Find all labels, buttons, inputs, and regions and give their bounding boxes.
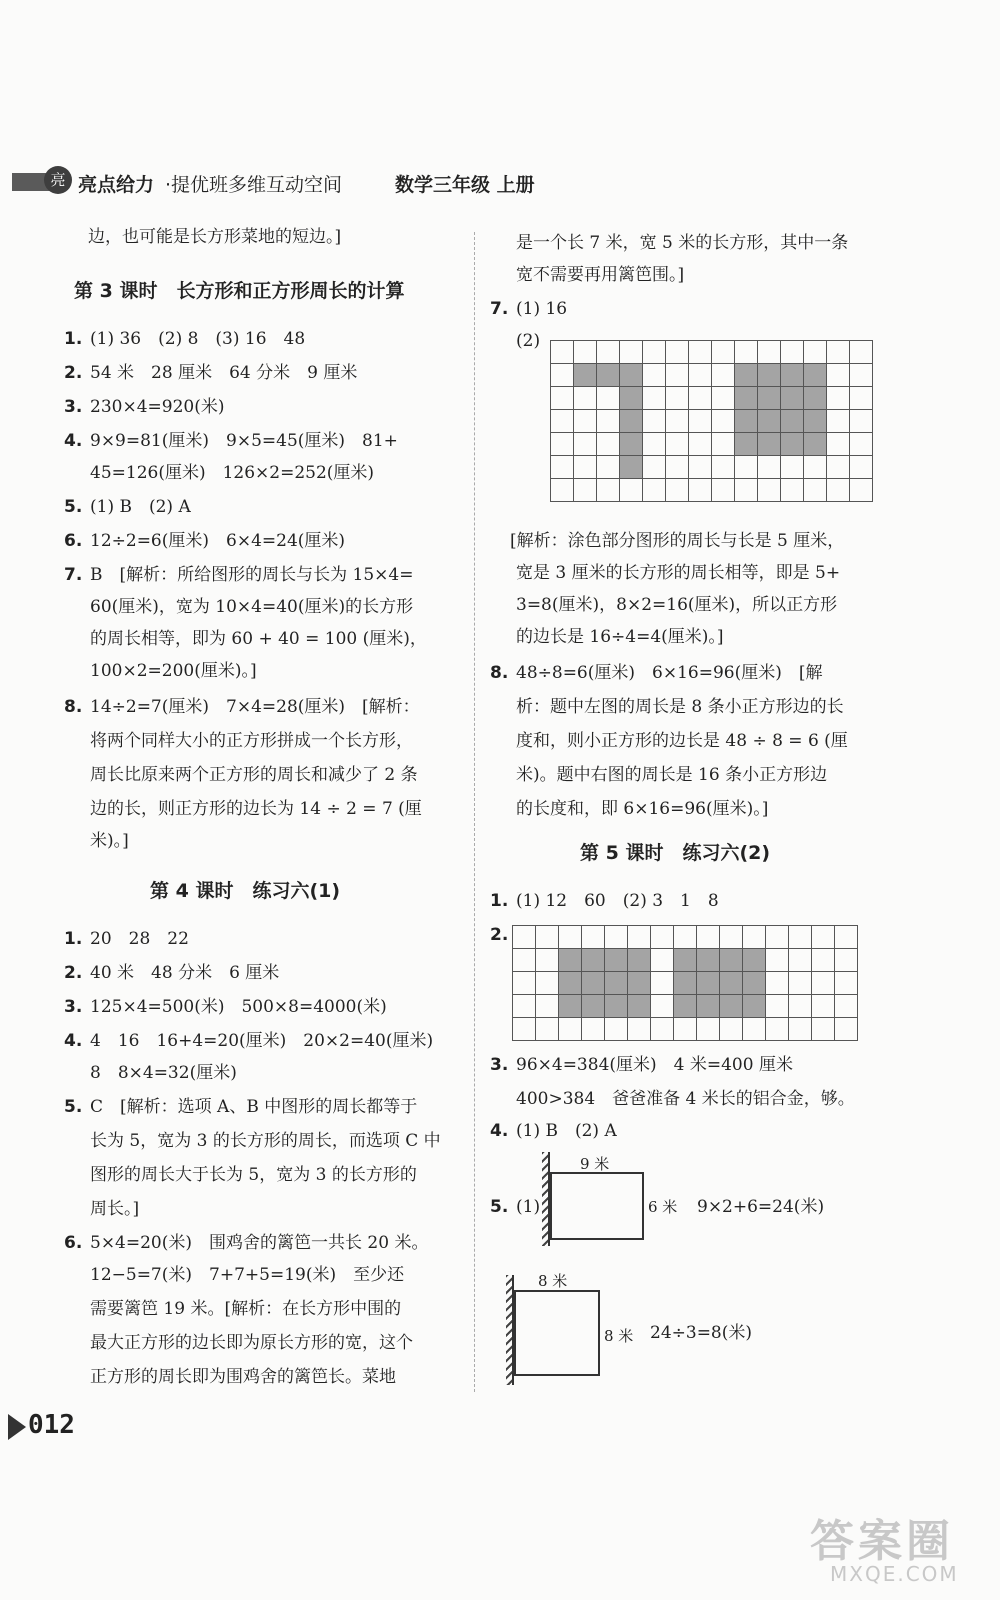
grid-cell <box>666 410 689 433</box>
grid-cell <box>850 387 873 410</box>
grid-cell <box>651 995 674 1018</box>
grid-cell <box>536 1018 559 1041</box>
grid-cell-shaded <box>743 972 766 995</box>
grid-cell <box>689 433 712 456</box>
grid-cell <box>536 949 559 972</box>
grid-cell-shaded <box>697 972 720 995</box>
watermark-url: MXQE.COM <box>830 1562 959 1586</box>
grid-cell <box>643 479 666 502</box>
brand-logo-icon: 亮 <box>44 166 72 194</box>
grid-cell-shaded <box>758 433 781 456</box>
grid-cell-shaded <box>697 995 720 1018</box>
watermark-text: 答案圈 <box>810 1516 954 1567</box>
grid-cell-shaded <box>804 364 827 387</box>
grid-cell <box>513 1018 536 1041</box>
s4-q5-line1: C [解析：选项 A、B 中图形的周长都等于 <box>90 1097 418 1117</box>
grid-cell <box>674 926 697 949</box>
grid-cell <box>513 949 536 972</box>
grid-cell <box>536 972 559 995</box>
grid-cell <box>689 479 712 502</box>
s3-q3-number: 3. <box>64 397 83 417</box>
q2-square-grid <box>512 925 858 1041</box>
grid-cell <box>674 1018 697 1041</box>
grid-cell <box>628 926 651 949</box>
right-continued-line2: 宽不需要再用篱笆围。] <box>516 265 685 285</box>
s3-q5-number: 5. <box>64 497 83 517</box>
s4-q5-number: 5. <box>64 1097 83 1117</box>
grid-cell <box>850 410 873 433</box>
s3-q2-answer: 54 米 28 厘米 64 分米 9 厘米 <box>90 363 358 383</box>
grid-cell <box>804 341 827 364</box>
grid-cell <box>597 341 620 364</box>
s4-q1-answer: 20 28 22 <box>90 929 189 949</box>
grid-cell-shaded <box>804 433 827 456</box>
grid-cell <box>712 364 735 387</box>
grid-cell-shaded <box>804 410 827 433</box>
s4-q3-answer: 125×4=500(米) 500×8=4000(米) <box>90 997 387 1017</box>
s3-q7-line1: B [解析：所给图形的周长与长为 15×4= <box>90 565 414 585</box>
grid-cell <box>712 410 735 433</box>
grid-cell <box>597 433 620 456</box>
grid-cell <box>720 1018 743 1041</box>
grid-cell <box>827 364 850 387</box>
r-q8-line5: 的长度和，即 6×16=96(厘米)。] <box>516 799 769 819</box>
grid-cell <box>574 410 597 433</box>
grid-cell <box>697 1018 720 1041</box>
right-continued-line1: 是一个长 7 米，宽 5 米的长方形，其中一条 <box>516 233 849 253</box>
r-q8-line3: 度和，则小正方形的边长是 48 ÷ 8 = 6 (厘 <box>516 731 848 751</box>
grid-cell <box>689 387 712 410</box>
grid-cell <box>827 387 850 410</box>
grid-cell-shaded <box>804 387 827 410</box>
grid-cell-shaded <box>605 949 628 972</box>
s4-q6-line4: 最大正方形的边长即为原长方形的宽，这个 <box>90 1333 413 1353</box>
grid-cell-shaded <box>735 433 758 456</box>
grid-cell <box>620 479 643 502</box>
grid-cell <box>827 479 850 502</box>
grid-cell <box>835 949 858 972</box>
q7-square-grid <box>550 340 873 502</box>
s3-q6-answer: 12÷2=6(厘米) 6×4=24(厘米) <box>90 531 346 551</box>
s5-q5-number: 5. <box>490 1197 509 1217</box>
grid-cell-shaded <box>720 949 743 972</box>
grid-cell-shaded <box>674 949 697 972</box>
s4-q2-number: 2. <box>64 963 83 983</box>
section-3-title: 第 3 课时 长方形和正方形周长的计算 <box>74 280 405 302</box>
grid-cell <box>551 479 574 502</box>
grid-cell <box>812 1018 835 1041</box>
grid-cell-shaded <box>559 949 582 972</box>
grid-cell <box>827 456 850 479</box>
s4-q6-line3: 需要篱笆 19 米。[解析：在长方形中围的 <box>90 1299 402 1319</box>
grid-cell <box>597 456 620 479</box>
grid-cell <box>513 995 536 1018</box>
left-continued-text: 边，也可能是长方形菜地的短边。] <box>88 227 342 247</box>
grid-cell <box>574 456 597 479</box>
grid-cell-shaded <box>781 364 804 387</box>
grid-cell-shaded <box>605 972 628 995</box>
section-4-title: 第 4 课时 练习六(1) <box>150 880 341 902</box>
grid-cell <box>689 364 712 387</box>
grid-cell-shaded <box>559 995 582 1018</box>
grid-cell-shaded <box>674 972 697 995</box>
s3-q8-line4: 边的长，则正方形的边长为 14 ÷ 2 = 7 (厘 <box>90 799 422 819</box>
grid-cell-shaded <box>720 995 743 1018</box>
r-q7-number: 7. <box>490 299 509 319</box>
grid-cell <box>559 1018 582 1041</box>
grid-cell-shaded <box>735 387 758 410</box>
grid-cell-shaded <box>735 364 758 387</box>
r-q8-line2: 析：题中左图的周长是 8 条小正方形边的长 <box>516 697 844 717</box>
grid-cell <box>597 410 620 433</box>
grid-cell-shaded <box>743 949 766 972</box>
s3-q4-line2: 45=126(厘米) 126×2=252(厘米) <box>90 463 375 483</box>
s5-q3-number: 3. <box>490 1055 509 1075</box>
grid-cell <box>643 387 666 410</box>
s3-q8-line1: 14÷2=7(厘米) 7×4=28(厘米) [解析： <box>90 697 420 717</box>
grid-cell <box>712 456 735 479</box>
grid-cell <box>835 1018 858 1041</box>
s5-q5-part1-label: (1) <box>516 1197 541 1217</box>
grid-cell <box>574 479 597 502</box>
grid-cell <box>812 949 835 972</box>
s4-q6-line1: 5×4=20(米) 围鸡舍的篱笆一共长 20 米。 <box>90 1233 429 1253</box>
grid-cell <box>574 387 597 410</box>
grid-cell <box>536 995 559 1018</box>
grid-cell <box>827 341 850 364</box>
grid-cell-shaded <box>620 364 643 387</box>
grid-cell <box>697 926 720 949</box>
s3-q3-answer: 230×4=920(米) <box>90 397 225 417</box>
s3-q1-answer: (1) 36 (2) 8 (3) 16 48 <box>90 329 306 349</box>
grid-cell <box>789 995 812 1018</box>
grid-cell-shaded <box>620 456 643 479</box>
grid-cell <box>689 456 712 479</box>
s4-q1-number: 1. <box>64 929 83 949</box>
grid-cell <box>551 456 574 479</box>
column-divider <box>474 232 475 1392</box>
s4-q5-line2: 长为 5，宽为 3 的长方形的周长，而选项 C 中 <box>90 1131 441 1151</box>
grid-cell <box>643 341 666 364</box>
grid-cell-shaded <box>781 410 804 433</box>
grid-cell <box>643 433 666 456</box>
grid-cell <box>666 364 689 387</box>
grid-cell <box>781 479 804 502</box>
grid-cell-shaded <box>735 410 758 433</box>
grid-cell <box>735 456 758 479</box>
grid-cell <box>789 949 812 972</box>
grid-cell-shaded <box>582 995 605 1018</box>
grid-cell <box>850 341 873 364</box>
grid-cell <box>804 456 827 479</box>
grid-cell <box>513 926 536 949</box>
grid-cell-shaded <box>758 364 781 387</box>
grid-cell <box>643 364 666 387</box>
grid-cell <box>651 949 674 972</box>
fig1-fence-rectangle <box>550 1172 644 1240</box>
grid-cell-shaded <box>781 433 804 456</box>
grid-cell <box>835 995 858 1018</box>
fig2-equation: 24÷3=8(米) <box>650 1323 753 1343</box>
s4-q5-line3: 图形的周长大于长为 5，宽为 3 的长方形的 <box>90 1165 417 1185</box>
grid-cell <box>712 433 735 456</box>
grid-cell <box>720 926 743 949</box>
s4-q4-number: 4. <box>64 1031 83 1051</box>
s3-q8-line2: 将两个同样大小的正方形拼成一个长方形， <box>90 731 413 751</box>
grid-cell <box>551 387 574 410</box>
grid-cell <box>781 456 804 479</box>
grid-cell <box>666 387 689 410</box>
grid-cell <box>850 364 873 387</box>
s5-q3-line1: 96×4=384(厘米) 4 米=400 厘米 <box>516 1055 793 1075</box>
grid-cell <box>804 479 827 502</box>
grid-cell <box>712 341 735 364</box>
grid-cell-shaded <box>582 972 605 995</box>
s4-q4-line1: 4 16 16+4=20(厘米) 20×2=40(厘米) <box>90 1031 434 1051</box>
section-5-title: 第 5 课时 练习六(2) <box>580 842 771 864</box>
fig2-wall <box>506 1275 514 1385</box>
s4-q3-number: 3. <box>64 997 83 1017</box>
fig2-side-label: 8 米 <box>604 1327 634 1345</box>
r-q7-part2-label: (2) <box>516 331 541 351</box>
grid-cell <box>551 433 574 456</box>
s5-q4-answer: (1) B (2) A <box>516 1121 617 1141</box>
grid-cell <box>712 387 735 410</box>
s5-q4-number: 4. <box>490 1121 509 1141</box>
grid-cell <box>551 410 574 433</box>
grid-cell-shaded <box>597 364 620 387</box>
grid-cell <box>513 972 536 995</box>
r-q8-line4: 米)。题中右图的周长是 16 条小正方形边 <box>516 765 828 785</box>
s4-q6-line2: 12−5=7(米) 7+7+5=19(米) 至少还 <box>90 1265 405 1285</box>
header-subtitle: ·提优班多维互动空间 <box>165 174 343 196</box>
header-brand: 亮点给力 <box>78 174 155 196</box>
header-book-title: 数学三年级 上册 <box>395 174 535 196</box>
grid-cell <box>850 479 873 502</box>
grid-cell <box>643 410 666 433</box>
grid-cell <box>812 972 835 995</box>
s4-q6-line5: 正方形的周长即为围鸡舍的篱笆长。菜地 <box>90 1367 396 1387</box>
grid-cell <box>735 479 758 502</box>
grid-cell <box>766 995 789 1018</box>
r-q7-note-line2: 宽是 3 厘米的长方形的周长相等，即是 5+ <box>516 563 841 583</box>
grid-cell <box>651 972 674 995</box>
s5-q3-line2: 400>384 爸爸准备 4 米长的铝合金，够。 <box>516 1089 855 1109</box>
grid-cell <box>743 1018 766 1041</box>
grid-cell <box>582 926 605 949</box>
grid-cell <box>620 341 643 364</box>
grid-cell <box>666 479 689 502</box>
grid-cell-shaded <box>605 995 628 1018</box>
s3-q8-number: 8. <box>64 697 83 717</box>
grid-cell <box>712 479 735 502</box>
grid-cell <box>597 479 620 502</box>
grid-cell-shaded <box>628 972 651 995</box>
s3-q4-line1: 9×9=81(厘米) 9×5=45(厘米) 81+ <box>90 431 398 451</box>
grid-cell <box>758 456 781 479</box>
s3-q7-line2: 60(厘米)，宽为 10×4=40(厘米)的长方形 <box>90 597 414 617</box>
grid-cell <box>789 972 812 995</box>
grid-cell <box>651 926 674 949</box>
fig1-wall <box>542 1152 550 1246</box>
fig2-fence-square <box>514 1290 600 1376</box>
grid-cell-shaded <box>620 410 643 433</box>
grid-cell-shaded <box>620 387 643 410</box>
grid-cell-shaded <box>559 972 582 995</box>
s3-q1-number: 1. <box>64 329 83 349</box>
grid-cell-shaded <box>628 949 651 972</box>
r-q7-note-line4: 的边长是 16÷4=4(厘米)。] <box>516 627 724 647</box>
grid-cell <box>735 341 758 364</box>
page-number: 012 <box>28 1410 75 1440</box>
s4-q6-number: 6. <box>64 1233 83 1253</box>
page-arrow-icon <box>8 1414 26 1440</box>
grid-cell-shaded <box>620 433 643 456</box>
grid-cell-shaded <box>697 949 720 972</box>
grid-cell <box>827 433 850 456</box>
grid-cell <box>789 1018 812 1041</box>
grid-cell <box>766 972 789 995</box>
grid-cell <box>781 341 804 364</box>
grid-cell <box>743 926 766 949</box>
grid-cell <box>628 1018 651 1041</box>
grid-cell <box>766 926 789 949</box>
grid-cell <box>666 341 689 364</box>
grid-cell-shaded <box>674 995 697 1018</box>
grid-cell-shaded <box>758 410 781 433</box>
grid-cell-shaded <box>781 387 804 410</box>
grid-cell <box>689 341 712 364</box>
grid-cell-shaded <box>628 995 651 1018</box>
grid-cell <box>551 341 574 364</box>
s3-q5-answer: (1) B (2) A <box>90 497 191 517</box>
r-q7-part1: (1) 16 <box>516 299 568 319</box>
grid-cell <box>689 410 712 433</box>
grid-cell <box>758 479 781 502</box>
grid-cell <box>574 341 597 364</box>
grid-cell <box>551 364 574 387</box>
grid-cell <box>666 433 689 456</box>
s3-q8-line5: 米)。] <box>90 831 129 851</box>
r-q7-note-line3: 3=8(厘米)，8×2=16(厘米)，所以正方形 <box>516 595 838 615</box>
s5-q1-number: 1. <box>490 891 509 911</box>
grid-cell-shaded <box>582 949 605 972</box>
s4-q4-line2: 8 8×4=32(厘米) <box>90 1063 237 1083</box>
r-q8-line1: 48÷8=6(厘米) 6×16=96(厘米) [解 <box>516 663 823 683</box>
grid-cell <box>643 456 666 479</box>
grid-cell <box>835 926 858 949</box>
grid-cell <box>605 926 628 949</box>
grid-cell <box>758 341 781 364</box>
s3-q6-number: 6. <box>64 531 83 551</box>
grid-cell <box>651 1018 674 1041</box>
grid-cell <box>574 433 597 456</box>
s5-q1-answer: (1) 12 60 (2) 3 1 8 <box>516 891 719 911</box>
grid-cell <box>536 926 559 949</box>
fig2-top-label: 8 米 <box>538 1272 568 1290</box>
s5-q2-number: 2. <box>490 925 509 945</box>
s3-q7-number: 7. <box>64 565 83 585</box>
grid-cell <box>827 410 850 433</box>
s3-q7-line4: 100×2=200(厘米)。] <box>90 661 257 681</box>
s3-q4-number: 4. <box>64 431 83 451</box>
fig1-top-label: 9 米 <box>580 1155 610 1173</box>
grid-cell <box>812 926 835 949</box>
grid-cell <box>835 972 858 995</box>
s4-q5-line4: 周长。] <box>90 1199 140 1219</box>
s3-q8-line3: 周长比原来两个正方形的周长和减少了 2 条 <box>90 765 418 785</box>
s3-q2-number: 2. <box>64 363 83 383</box>
grid-cell <box>605 1018 628 1041</box>
grid-cell <box>559 926 582 949</box>
grid-cell <box>582 1018 605 1041</box>
grid-cell <box>597 387 620 410</box>
grid-cell <box>666 456 689 479</box>
grid-cell <box>766 949 789 972</box>
grid-cell-shaded <box>720 972 743 995</box>
r-q8-number: 8. <box>490 663 509 683</box>
grid-cell-shaded <box>743 995 766 1018</box>
fig1-side-label: 6 米 <box>648 1198 678 1216</box>
fig1-equation: 9×2+6=24(米) <box>697 1197 825 1217</box>
grid-cell <box>850 433 873 456</box>
grid-cell-shaded <box>574 364 597 387</box>
grid-cell <box>766 1018 789 1041</box>
s4-q2-answer: 40 米 48 分米 6 厘米 <box>90 963 280 983</box>
s3-q7-line3: 的周长相等，即为 60 + 40 = 100 (厘米)， <box>90 629 427 649</box>
grid-cell <box>812 995 835 1018</box>
r-q7-note-line1: [解析：涂色部分图形的周长与长是 5 厘米， <box>510 531 845 551</box>
grid-cell <box>789 926 812 949</box>
grid-cell-shaded <box>758 387 781 410</box>
grid-cell <box>850 456 873 479</box>
